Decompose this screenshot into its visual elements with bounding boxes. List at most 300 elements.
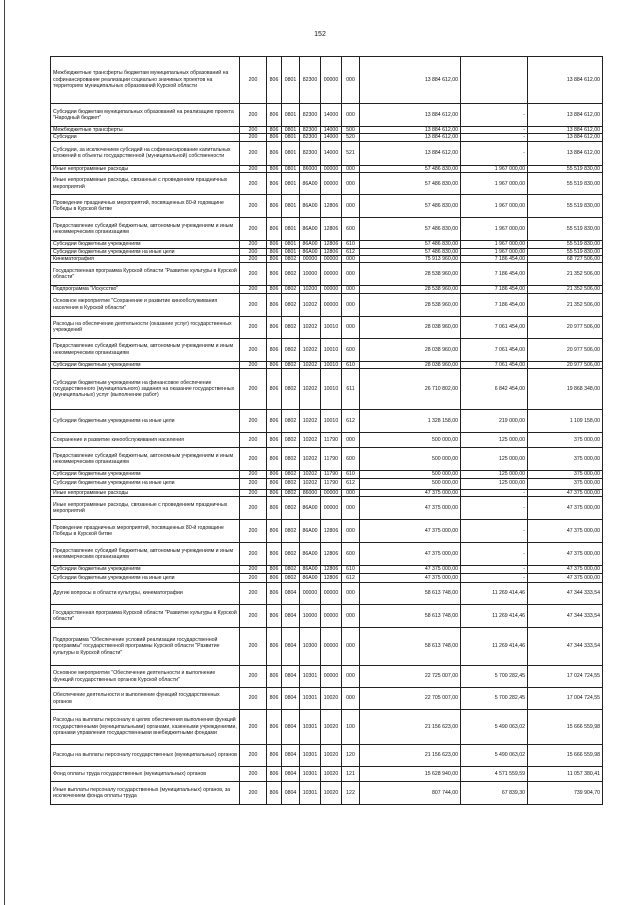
amount-cell: 5 700 282,45 bbox=[461, 688, 528, 710]
amount-cell: 22 705 007,00 bbox=[360, 688, 461, 710]
code-cell: 86А00 bbox=[300, 241, 321, 248]
code-cell: 10202 bbox=[300, 293, 321, 316]
code-cell: 10020 bbox=[321, 710, 342, 745]
table-row bbox=[51, 369, 603, 410]
code-cell: 500 bbox=[342, 127, 360, 134]
code-cell: 806 bbox=[267, 497, 282, 520]
code-cell: 806 bbox=[267, 574, 282, 583]
amount-cell: 21 156 623,00 bbox=[360, 710, 461, 745]
amount-cell: 19 868 348,00 bbox=[528, 369, 603, 410]
code-cell: 806 bbox=[267, 448, 282, 471]
code-cell: 000 bbox=[342, 165, 360, 172]
row-name-cell: Субсидии бюджетным учреждениям bbox=[51, 241, 240, 248]
amount-cell: 13 884 612,00 bbox=[528, 104, 603, 127]
code-cell: 10202 bbox=[300, 471, 321, 478]
code-cell: 86А00 bbox=[300, 566, 321, 574]
row-name-cell: Государственная программа Курской области "Развитие культуры в Курской области" bbox=[51, 605, 240, 628]
code-cell: 10301 bbox=[300, 782, 321, 805]
code-cell: 000 bbox=[342, 520, 360, 543]
row-name-cell: Субсидии бюджетным учреждениям на иные цели bbox=[51, 248, 240, 255]
code-cell: 14000 bbox=[321, 134, 342, 141]
amount-cell: 13 884 612,00 bbox=[528, 134, 603, 141]
code-cell: 200 bbox=[240, 497, 267, 520]
code-cell: 00000 bbox=[321, 583, 342, 605]
amount-cell: 47 375 000,00 bbox=[360, 497, 461, 520]
row-name-cell: Сохранение и развитие кинообслуживания населения bbox=[51, 433, 240, 448]
code-cell: 00000 bbox=[321, 263, 342, 286]
table-row bbox=[51, 433, 603, 448]
code-cell: 806 bbox=[267, 293, 282, 316]
row-name-cell: Иные непрограммные расходы, связанные с проведением праздничных мероприятий bbox=[51, 173, 240, 195]
amount-cell: 68 727 506,00 bbox=[528, 256, 603, 263]
code-cell: 0802 bbox=[282, 293, 300, 316]
table-row bbox=[51, 316, 603, 338]
amount-cell: 5 490 063,02 bbox=[461, 745, 528, 767]
amount-cell: - bbox=[461, 566, 528, 574]
code-cell: 520 bbox=[342, 134, 360, 141]
amount-cell: 13 884 612,00 bbox=[360, 104, 461, 127]
table-row bbox=[51, 543, 603, 566]
row-name-cell: Предоставление субсидий бюджетным, автономным учреждениям и иным некоммерческим организациям bbox=[51, 218, 240, 241]
code-cell: 000 bbox=[342, 104, 360, 127]
code-cell: 0802 bbox=[282, 433, 300, 448]
table-row bbox=[51, 767, 603, 782]
table-row bbox=[51, 745, 603, 767]
code-cell: 200 bbox=[240, 471, 267, 478]
table-row bbox=[51, 710, 603, 745]
code-cell: 10000 bbox=[300, 263, 321, 286]
amount-cell: 57 486 830,00 bbox=[360, 165, 461, 172]
amount-cell: 21 352 506,00 bbox=[528, 293, 603, 316]
code-cell: 86000 bbox=[300, 489, 321, 496]
amount-cell: 1 109 158,00 bbox=[528, 410, 603, 433]
code-cell: 806 bbox=[267, 241, 282, 248]
amount-cell: 807 744,00 bbox=[360, 782, 461, 805]
amount-cell: - bbox=[461, 520, 528, 543]
code-cell: 000 bbox=[342, 583, 360, 605]
amount-cell: 47 375 000,00 bbox=[528, 497, 603, 520]
code-cell: 806 bbox=[267, 782, 282, 805]
code-cell: 806 bbox=[267, 338, 282, 361]
code-cell: 11790 bbox=[321, 478, 342, 489]
amount-cell: 28 538 960,00 bbox=[360, 263, 461, 286]
row-name-cell: Подпрограмма "Искусство" bbox=[51, 286, 240, 293]
code-cell: 0804 bbox=[282, 583, 300, 605]
amount-cell: 5 490 063,02 bbox=[461, 710, 528, 745]
table-row bbox=[51, 478, 603, 489]
code-cell: 10300 bbox=[300, 628, 321, 666]
row-name-cell: Кинематография bbox=[51, 256, 240, 263]
table-body bbox=[51, 57, 603, 805]
amount-cell: 55 519 830,00 bbox=[528, 218, 603, 241]
amount-cell: 125 000,00 bbox=[461, 478, 528, 489]
amount-cell: 125 000,00 bbox=[461, 433, 528, 448]
code-cell: 806 bbox=[267, 489, 282, 496]
code-cell: 0801 bbox=[282, 218, 300, 241]
row-name-cell: Предоставление субсидий бюджетным, автономным учреждениям и иным некоммерческим организациям bbox=[51, 448, 240, 471]
amount-cell: - bbox=[461, 141, 528, 165]
code-cell: 120 bbox=[342, 745, 360, 767]
table-row bbox=[51, 688, 603, 710]
code-cell: 200 bbox=[240, 104, 267, 127]
code-cell: 10020 bbox=[321, 688, 342, 710]
code-cell: 806 bbox=[267, 104, 282, 127]
amount-cell: 22 725 007,00 bbox=[360, 666, 461, 688]
code-cell: 10020 bbox=[321, 782, 342, 805]
code-cell: 12806 bbox=[321, 566, 342, 574]
code-cell: 10010 bbox=[321, 361, 342, 368]
code-cell: 000 bbox=[342, 195, 360, 218]
code-cell: 12806 bbox=[321, 195, 342, 218]
code-cell: 806 bbox=[267, 583, 282, 605]
code-cell: 0804 bbox=[282, 782, 300, 805]
row-name-cell: Субсидии бюджетным учреждениям bbox=[51, 471, 240, 478]
code-cell: 14000 bbox=[321, 104, 342, 127]
code-cell: 86А00 bbox=[300, 173, 321, 195]
code-cell: 0802 bbox=[282, 286, 300, 293]
amount-cell: 7 186 454,00 bbox=[461, 256, 528, 263]
row-name-cell: Субсидии бюджетным учреждениям bbox=[51, 361, 240, 368]
code-cell: 200 bbox=[240, 745, 267, 767]
amount-cell: 20 977 506,00 bbox=[528, 361, 603, 368]
code-cell: 0804 bbox=[282, 767, 300, 782]
amount-cell: 5 700 282,45 bbox=[461, 666, 528, 688]
amount-cell: 13 884 612,00 bbox=[528, 141, 603, 165]
code-cell: 200 bbox=[240, 782, 267, 805]
code-cell: 0801 bbox=[282, 127, 300, 134]
table-row bbox=[51, 173, 603, 195]
code-cell: 10202 bbox=[300, 361, 321, 368]
amount-cell: 58 613 748,00 bbox=[360, 583, 461, 605]
amount-cell: 47 375 000,00 bbox=[528, 543, 603, 566]
code-cell: 00000 bbox=[300, 256, 321, 263]
code-cell: 806 bbox=[267, 369, 282, 410]
code-cell: 0802 bbox=[282, 574, 300, 583]
table-row bbox=[51, 57, 603, 104]
amount-cell: - bbox=[461, 134, 528, 141]
code-cell: 000 bbox=[342, 286, 360, 293]
amount-cell: 47 375 000,00 bbox=[360, 520, 461, 543]
amount-cell: 6 842 454,00 bbox=[461, 369, 528, 410]
amount-cell: 500 000,00 bbox=[360, 478, 461, 489]
code-cell: 806 bbox=[267, 605, 282, 628]
row-name-cell: Основное мероприятие "Обеспечение деятельности и выполнение функций государственных органов Курской области" bbox=[51, 666, 240, 688]
amount-cell: 11 269 414,46 bbox=[461, 583, 528, 605]
amount-cell: 47 344 333,54 bbox=[528, 605, 603, 628]
amount-cell: 28 538 960,00 bbox=[360, 293, 461, 316]
code-cell: 806 bbox=[267, 195, 282, 218]
code-cell: 200 bbox=[240, 688, 267, 710]
amount-cell: 15 628 940,00 bbox=[360, 767, 461, 782]
code-cell: 10301 bbox=[300, 666, 321, 688]
row-name-cell: Субсидии bbox=[51, 134, 240, 141]
code-cell: 200 bbox=[240, 520, 267, 543]
code-cell: 600 bbox=[342, 448, 360, 471]
amount-cell: 219 000,00 bbox=[461, 410, 528, 433]
row-name-cell: Иные выплаты персоналу государственных (муниципальных) органов, за исключением фонда оплаты труда bbox=[51, 782, 240, 805]
row-name-cell: Субсидии бюджетным учреждениям на иные цели bbox=[51, 410, 240, 433]
row-name-cell: Проведение праздничных мероприятий, посвященных 80-й годовщине Победы в Курской битве bbox=[51, 195, 240, 218]
code-cell: 200 bbox=[240, 256, 267, 263]
row-name-cell: Расходы на обеспечение деятельности (оказание услуг) государственных учреждений bbox=[51, 316, 240, 338]
amount-cell: 55 519 830,00 bbox=[528, 173, 603, 195]
amount-cell: 500 000,00 bbox=[360, 448, 461, 471]
code-cell: 806 bbox=[267, 165, 282, 172]
code-cell: 806 bbox=[267, 256, 282, 263]
row-name-cell: Предоставление субсидий бюджетным, автономным учреждениям и иным некоммерческим организациям bbox=[51, 338, 240, 361]
row-name-cell: Расходы на выплаты персоналу в целях обеспечения выполнения функций государственными (муниципальными) органами, казенными учреждениями, органами управления государственными внебюджетными фондами bbox=[51, 710, 240, 745]
code-cell: 122 bbox=[342, 782, 360, 805]
amount-cell: 55 519 830,00 bbox=[528, 248, 603, 255]
code-cell: 0801 bbox=[282, 57, 300, 104]
code-cell: 806 bbox=[267, 134, 282, 141]
code-cell: 11790 bbox=[321, 433, 342, 448]
table-row bbox=[51, 165, 603, 172]
amount-cell: 375 000,00 bbox=[528, 478, 603, 489]
code-cell: 00000 bbox=[321, 165, 342, 172]
code-cell: 0802 bbox=[282, 448, 300, 471]
table-row bbox=[51, 520, 603, 543]
code-cell: 10202 bbox=[300, 316, 321, 338]
amount-cell: 13 884 612,00 bbox=[360, 57, 461, 104]
amount-cell: 13 884 612,00 bbox=[360, 141, 461, 165]
code-cell: 806 bbox=[267, 471, 282, 478]
code-cell: 10202 bbox=[300, 410, 321, 433]
code-cell: 200 bbox=[240, 710, 267, 745]
code-cell: 200 bbox=[240, 127, 267, 134]
row-name-cell: Проведение праздничных мероприятий, посвященных 80-й годовщине Победы в Курской битве bbox=[51, 520, 240, 543]
code-cell: 0801 bbox=[282, 195, 300, 218]
code-cell: 0802 bbox=[282, 520, 300, 543]
code-cell: 0804 bbox=[282, 628, 300, 666]
code-cell: 0802 bbox=[282, 316, 300, 338]
code-cell: 200 bbox=[240, 574, 267, 583]
code-cell: 86А00 bbox=[300, 497, 321, 520]
amount-cell: 47 375 000,00 bbox=[360, 489, 461, 496]
table-row bbox=[51, 489, 603, 496]
row-name-cell: Обеспечение деятельности и выполнение функций государственных органов bbox=[51, 688, 240, 710]
amount-cell: 15 666 559,98 bbox=[528, 710, 603, 745]
amount-cell: 1 967 000,00 bbox=[461, 218, 528, 241]
row-name-cell: Субсидии бюджетным учреждениям на иные цели bbox=[51, 478, 240, 489]
amount-cell: 17 004 724,55 bbox=[528, 688, 603, 710]
amount-cell: 57 486 830,00 bbox=[360, 173, 461, 195]
amount-cell: 7 061 454,00 bbox=[461, 316, 528, 338]
table-row bbox=[51, 248, 603, 255]
code-cell: 121 bbox=[342, 767, 360, 782]
code-cell: 0801 bbox=[282, 134, 300, 141]
code-cell: 0801 bbox=[282, 173, 300, 195]
code-cell: 610 bbox=[342, 566, 360, 574]
amount-cell: 11 057 380,41 bbox=[528, 767, 603, 782]
amount-cell: 57 486 830,00 bbox=[360, 218, 461, 241]
table-row bbox=[51, 263, 603, 286]
code-cell: 00000 bbox=[321, 497, 342, 520]
code-cell: 10020 bbox=[321, 767, 342, 782]
code-cell: 10202 bbox=[300, 338, 321, 361]
code-cell: 82300 bbox=[300, 134, 321, 141]
code-cell: 10301 bbox=[300, 767, 321, 782]
code-cell: 10010 bbox=[321, 410, 342, 433]
amount-cell: - bbox=[461, 497, 528, 520]
code-cell: 610 bbox=[342, 471, 360, 478]
code-cell: 0804 bbox=[282, 605, 300, 628]
amount-cell: 11 269 414,46 bbox=[461, 605, 528, 628]
table-row bbox=[51, 293, 603, 316]
code-cell: 806 bbox=[267, 478, 282, 489]
code-cell: 0802 bbox=[282, 410, 300, 433]
code-cell: 0802 bbox=[282, 497, 300, 520]
amount-cell: 500 000,00 bbox=[360, 471, 461, 478]
code-cell: 10010 bbox=[321, 369, 342, 410]
amount-cell: 125 000,00 bbox=[461, 448, 528, 471]
amount-cell: 13 884 612,00 bbox=[360, 127, 461, 134]
code-cell: 806 bbox=[267, 433, 282, 448]
code-cell: 12806 bbox=[321, 543, 342, 566]
amount-cell: 17 024 724,55 bbox=[528, 666, 603, 688]
table-row bbox=[51, 134, 603, 141]
table-row bbox=[51, 471, 603, 478]
code-cell: 610 bbox=[342, 361, 360, 368]
code-cell: 000 bbox=[342, 263, 360, 286]
row-name-cell: Межбюджетные трансферты бюджетам муниципальных образований на софинансирование реализации социально значимых проектов на территориях муниципальных образований Курской области bbox=[51, 57, 240, 104]
code-cell: 000 bbox=[342, 605, 360, 628]
code-cell: 10200 bbox=[300, 286, 321, 293]
code-cell: 000 bbox=[342, 666, 360, 688]
code-cell: 806 bbox=[267, 628, 282, 666]
code-cell: 200 bbox=[240, 433, 267, 448]
row-name-cell: Иные непрограммные расходы bbox=[51, 165, 240, 172]
code-cell: 610 bbox=[342, 241, 360, 248]
row-name-cell: Межбюджетные трансферты bbox=[51, 127, 240, 134]
code-cell: 10202 bbox=[300, 448, 321, 471]
table-row bbox=[51, 410, 603, 433]
row-name-cell: Иные непрограммные расходы, связанные с проведением праздничных мероприятий bbox=[51, 497, 240, 520]
code-cell: 200 bbox=[240, 583, 267, 605]
code-cell: 000 bbox=[342, 316, 360, 338]
row-name-cell: Субсидии бюджетным учреждениям на иные цели bbox=[51, 574, 240, 583]
code-cell: 612 bbox=[342, 574, 360, 583]
row-name-cell: Субсидии, за исключением субсидий на софинансирование капитальных вложений в объекты государственной (муниципальной) собственности bbox=[51, 141, 240, 165]
code-cell: 82300 bbox=[300, 104, 321, 127]
code-cell: 200 bbox=[240, 478, 267, 489]
table-row bbox=[51, 574, 603, 583]
code-cell: 10202 bbox=[300, 478, 321, 489]
code-cell: 10010 bbox=[321, 338, 342, 361]
code-cell: 600 bbox=[342, 543, 360, 566]
table-row bbox=[51, 218, 603, 241]
code-cell: 200 bbox=[240, 134, 267, 141]
code-cell: 000 bbox=[342, 497, 360, 520]
amount-cell: 1 967 000,00 bbox=[461, 195, 528, 218]
amount-cell: 28 538 960,00 bbox=[360, 286, 461, 293]
code-cell: 806 bbox=[267, 520, 282, 543]
code-cell: 0802 bbox=[282, 361, 300, 368]
code-cell: 10010 bbox=[321, 316, 342, 338]
code-cell: 200 bbox=[240, 286, 267, 293]
amount-cell: 1 328 158,00 bbox=[360, 410, 461, 433]
amount-cell: 28 038 960,00 bbox=[360, 338, 461, 361]
table-row bbox=[51, 782, 603, 805]
code-cell: 200 bbox=[240, 248, 267, 255]
code-cell: 200 bbox=[240, 361, 267, 368]
code-cell: 806 bbox=[267, 688, 282, 710]
code-cell: 200 bbox=[240, 173, 267, 195]
code-cell: 000 bbox=[342, 489, 360, 496]
amount-cell: 500 000,00 bbox=[360, 433, 461, 448]
code-cell: 14000 bbox=[321, 127, 342, 134]
code-cell: 200 bbox=[240, 448, 267, 471]
amount-cell: 47 375 000,00 bbox=[360, 574, 461, 583]
code-cell: 0804 bbox=[282, 688, 300, 710]
code-cell: 86000 bbox=[300, 165, 321, 172]
amount-cell: 7 061 454,00 bbox=[461, 361, 528, 368]
amount-cell: 11 269 414,46 bbox=[461, 628, 528, 666]
code-cell: 0802 bbox=[282, 471, 300, 478]
code-cell: 200 bbox=[240, 666, 267, 688]
amount-cell: 57 486 830,00 bbox=[360, 248, 461, 255]
amount-cell: 7 186 454,00 bbox=[461, 263, 528, 286]
code-cell: 00000 bbox=[321, 57, 342, 104]
amount-cell: 15 666 559,98 bbox=[528, 745, 603, 767]
amount-cell: 20 977 506,00 bbox=[528, 338, 603, 361]
code-cell: 14000 bbox=[321, 141, 342, 165]
code-cell: 0801 bbox=[282, 165, 300, 172]
code-cell: 86А00 bbox=[300, 248, 321, 255]
table-row bbox=[51, 448, 603, 471]
code-cell: 806 bbox=[267, 316, 282, 338]
code-cell: 0802 bbox=[282, 478, 300, 489]
code-cell: 200 bbox=[240, 489, 267, 496]
code-cell: 0802 bbox=[282, 256, 300, 263]
code-cell: 806 bbox=[267, 173, 282, 195]
code-cell: 11790 bbox=[321, 471, 342, 478]
table-row bbox=[51, 361, 603, 368]
code-cell: 200 bbox=[240, 165, 267, 172]
code-cell: 0802 bbox=[282, 566, 300, 574]
table-row bbox=[51, 497, 603, 520]
amount-cell: 47 375 000,00 bbox=[528, 489, 603, 496]
code-cell: 0804 bbox=[282, 745, 300, 767]
code-cell: 806 bbox=[267, 286, 282, 293]
row-name-cell: Субсидии бюджетным учреждениям на финансовое обеспечение государственного (муниципального) задания на оказание государственных (муниципальных) услуг (выполнение работ) bbox=[51, 369, 240, 410]
table-row bbox=[51, 605, 603, 628]
amount-cell: 13 884 612,00 bbox=[360, 134, 461, 141]
table-row bbox=[51, 566, 603, 574]
row-name-cell: Государственная программа Курской области "Развитие культуры в Курской области" bbox=[51, 263, 240, 286]
row-name-cell: Основное мероприятие "Сохранение и развитие кинообслуживания населения в Курской области" bbox=[51, 293, 240, 316]
amount-cell: 47 375 000,00 bbox=[528, 566, 603, 574]
code-cell: 200 bbox=[240, 241, 267, 248]
amount-cell: 739 904,70 bbox=[528, 782, 603, 805]
code-cell: 200 bbox=[240, 410, 267, 433]
row-name-cell: Подпрограмма "Обеспечение условий реализации государственной программы" государственной программы Курской области "Развитие культуры в Курской области" bbox=[51, 628, 240, 666]
amount-cell: 57 486 830,00 bbox=[360, 241, 461, 248]
amount-cell: 55 519 830,00 bbox=[528, 195, 603, 218]
code-cell: 00000 bbox=[321, 628, 342, 666]
row-name-cell: Расходы на выплаты персоналу государственных (муниципальных) органов bbox=[51, 745, 240, 767]
code-cell: 0802 bbox=[282, 338, 300, 361]
amount-cell: 47 375 000,00 bbox=[528, 574, 603, 583]
amount-cell: 7 186 454,00 bbox=[461, 293, 528, 316]
row-name-cell: Субсидии бюджетам муниципальных образований на реализацию проекта "Народный бюджет" bbox=[51, 104, 240, 127]
code-cell: 200 bbox=[240, 767, 267, 782]
code-cell: 00000 bbox=[321, 256, 342, 263]
table-row bbox=[51, 666, 603, 688]
code-cell: 000 bbox=[342, 688, 360, 710]
code-cell: 00000 bbox=[321, 286, 342, 293]
code-cell: 806 bbox=[267, 263, 282, 286]
